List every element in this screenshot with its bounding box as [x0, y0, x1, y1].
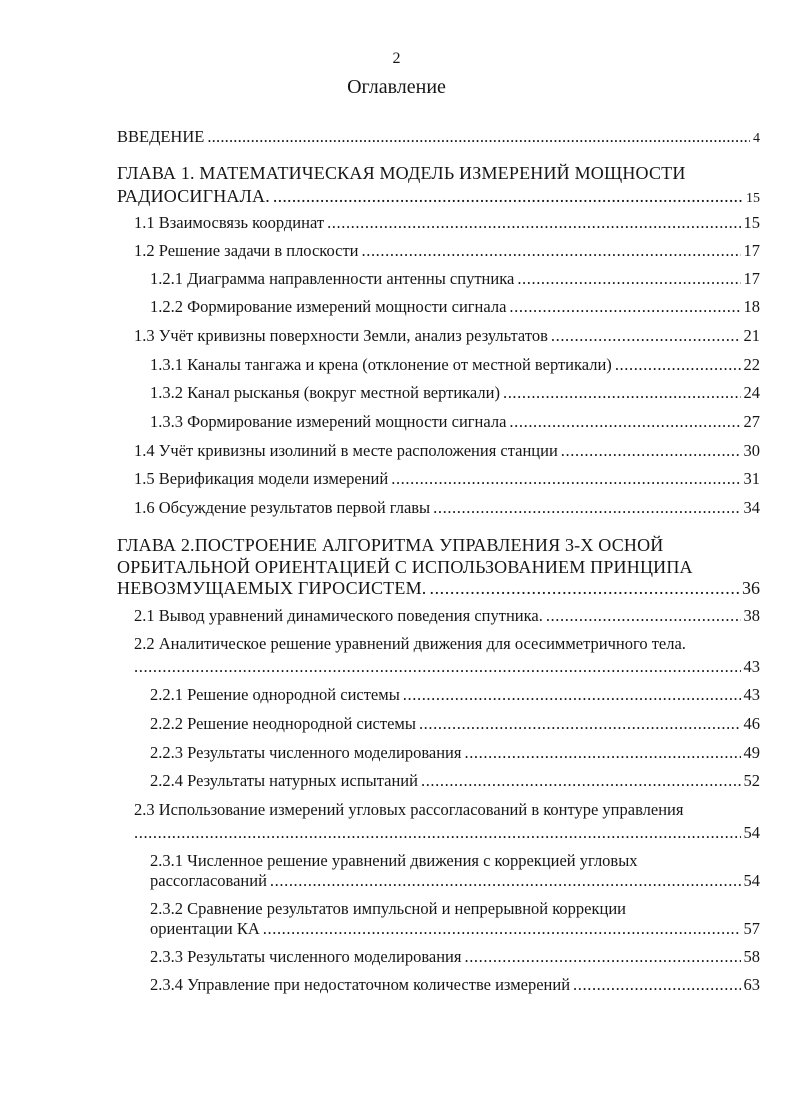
toc-entry-1-3[interactable] — [134, 325, 760, 347]
toc-page: 43 — [743, 685, 760, 704]
toc-page: 43 — [743, 657, 760, 676]
toc-entry-1-3-2[interactable] — [150, 382, 760, 404]
toc-entry-1-5[interactable] — [134, 468, 760, 490]
toc-entry-1-3-3[interactable] — [150, 411, 760, 433]
dot-leader — [464, 946, 740, 968]
toc-label: 2.2.4 Результаты натурных испытаний — [150, 771, 418, 790]
dot-leader — [509, 411, 740, 433]
toc-label: 2.2.1 Решение однородной системы — [150, 685, 400, 704]
dot-leader — [464, 742, 740, 764]
toc-page: 36 — [742, 578, 760, 598]
toc-page: 15 — [746, 191, 760, 206]
dot-leader — [517, 268, 740, 290]
toc-page: 38 — [743, 606, 760, 625]
dot-leader — [207, 126, 750, 148]
toc-page: 22 — [743, 355, 760, 374]
toc-label: 1.3.3 Формирование измерений мощности сигнала — [150, 412, 507, 431]
dot-leader — [419, 713, 741, 735]
chapter-1-title-line1[interactable]: ГЛАВА 1. МАТЕМАТИЧЕСКАЯ МОДЕЛЬ ИЗМЕРЕНИЙ МОЩНОСТИ — [117, 163, 686, 183]
dot-leader — [433, 497, 740, 519]
toc-label: 1.2 Решение задачи в плоскости — [134, 241, 359, 260]
toc-page: 4 — [753, 131, 760, 146]
dot-leader — [134, 656, 741, 678]
toc-page: 15 — [743, 213, 760, 232]
toc-entry-2-2[interactable] — [134, 656, 760, 678]
dot-leader — [391, 468, 740, 490]
dot-leader — [270, 870, 741, 892]
toc-entry-2-2-3[interactable] — [150, 742, 760, 764]
toc-entry-2-3-1[interactable] — [150, 870, 760, 892]
page-title: Оглавление — [347, 76, 446, 98]
toc-page: 49 — [743, 743, 760, 762]
toc-label: 1.6 Обсуждение результатов первой главы — [134, 498, 431, 517]
toc-entry-1-2-1[interactable] — [150, 268, 760, 290]
toc-label: 2.3.3 Результаты численного моделирования — [150, 947, 462, 966]
toc-entry-1-2-2[interactable] — [150, 296, 760, 318]
dot-leader — [362, 240, 741, 262]
toc-entry-chapter-1[interactable] — [117, 185, 760, 210]
chapter-2-title-line2[interactable]: ОРБИТАЛЬНОЙ ОРИЕНТАЦИЕЙ С ИСПОЛЬЗОВАНИЕМ ПРИНЦИПА — [117, 557, 693, 577]
toc-label: 1.3.1 Каналы тангажа и крена (отклонение от местной вертикали) — [150, 355, 612, 374]
toc-entry-intro[interactable] — [117, 126, 760, 150]
dot-leader — [273, 185, 743, 207]
toc-page: 46 — [743, 714, 760, 733]
toc-page: 52 — [743, 771, 760, 790]
toc-page: 57 — [743, 919, 760, 938]
dot-leader — [551, 325, 741, 347]
chapter-2-title-line1[interactable]: ГЛАВА 2.ПОСТРОЕНИЕ АЛГОРИТМА УПРАВЛЕНИЯ 3-Х ОСНОЙ — [117, 535, 664, 555]
dot-leader — [327, 212, 740, 234]
toc-page: 27 — [743, 412, 760, 431]
toc-page: 30 — [743, 441, 760, 460]
dot-leader — [509, 296, 740, 318]
toc-page: 17 — [743, 241, 760, 260]
toc-label: 2.1 Вывод уравнений динамического поведения спутника. — [134, 606, 543, 625]
toc-page: 17 — [743, 269, 760, 288]
toc-entry-2-3-2-line1[interactable]: 2.3.2 Сравнение результатов импульсной и непрерывной коррекции — [150, 899, 627, 918]
toc-entry-2-3-2[interactable] — [150, 918, 760, 940]
dot-leader — [134, 822, 741, 844]
toc-page: 21 — [743, 326, 760, 345]
toc-entry-2-3-4[interactable] — [150, 974, 760, 996]
toc-label: 1.2.1 Диаграмма направленности антенны спутника — [150, 269, 515, 288]
toc-page: 31 — [743, 469, 760, 488]
toc-entry-1-6[interactable] — [134, 497, 760, 519]
toc-entry-2-3[interactable] — [134, 822, 760, 844]
chapter-2-title-line3: НЕВОЗМУЩАЕМЫХ ГИРОСИСТЕМ. — [117, 578, 427, 598]
toc-label: 1.3 Учёт кривизны поверхности Земли, анализ результатов — [134, 326, 548, 345]
page-number: 2 — [392, 50, 401, 67]
toc-page: 63 — [743, 975, 760, 994]
toc-label: 1.3.2 Канал рысканья (вокруг местной вертикали) — [150, 383, 500, 402]
toc-page: 18 — [743, 297, 760, 316]
toc-label: 2.2.3 Результаты численного моделирования — [150, 743, 462, 762]
dot-leader — [546, 605, 741, 627]
toc-label: ВВЕДЕНИЕ — [117, 127, 205, 146]
toc-entry-1-3-1[interactable] — [150, 354, 760, 376]
toc-entry-2-2-4[interactable] — [150, 770, 760, 792]
toc-page: 54 — [743, 823, 760, 842]
toc-entry-2-3-title[interactable]: 2.3 Использование измерений угловых рассогласований в контуре управления — [134, 800, 684, 819]
toc-label: 1.1 Взаимосвязь координат — [134, 213, 325, 232]
toc-page: 58 — [743, 947, 760, 966]
toc-page: 24 — [743, 383, 760, 402]
toc-label: 2.2.2 Решение неоднородной системы — [150, 714, 416, 733]
chapter-1-title-line2: РАДИОСИГНАЛА. — [117, 186, 270, 206]
toc-entry-chapter-2[interactable] — [117, 577, 760, 599]
dot-leader — [403, 684, 741, 706]
dot-leader — [263, 918, 741, 940]
dot-leader — [421, 770, 741, 792]
toc-page: 34 — [743, 498, 760, 517]
toc-label: ориентации КА — [150, 919, 260, 938]
toc-label: рассогласований — [150, 871, 267, 890]
dot-leader — [573, 974, 740, 996]
dot-leader — [615, 354, 741, 376]
toc-entry-2-3-3[interactable] — [150, 946, 760, 968]
toc-entry-2-2-1[interactable] — [150, 684, 760, 706]
toc-entry-1-4[interactable] — [134, 440, 760, 462]
toc-entry-2-3-1-line1[interactable]: 2.3.1 Численное решение уравнений движения с коррекцией угловых — [150, 851, 638, 870]
toc-entry-2-1[interactable] — [134, 605, 760, 627]
toc-entry-1-1[interactable] — [134, 212, 760, 234]
dot-leader — [561, 440, 741, 462]
toc-entry-2-2-title[interactable]: 2.2 Аналитическое решение уравнений движения для осесимметричного тела. — [134, 634, 686, 653]
toc-label: 1.5 Верификация модели измерений — [134, 469, 389, 488]
toc-entry-2-2-2[interactable] — [150, 713, 760, 735]
toc-label: 1.4 Учёт кривизны изолиний в месте расположения станции — [134, 441, 558, 460]
toc-label: 2.3.4 Управление при недостаточном количестве измерений — [150, 975, 571, 994]
dot-leader — [429, 577, 739, 599]
toc-label: 1.2.2 Формирование измерений мощности сигнала — [150, 297, 507, 316]
toc-page: 54 — [743, 871, 760, 890]
dot-leader — [503, 382, 741, 404]
toc-entry-1-2[interactable] — [134, 240, 760, 262]
